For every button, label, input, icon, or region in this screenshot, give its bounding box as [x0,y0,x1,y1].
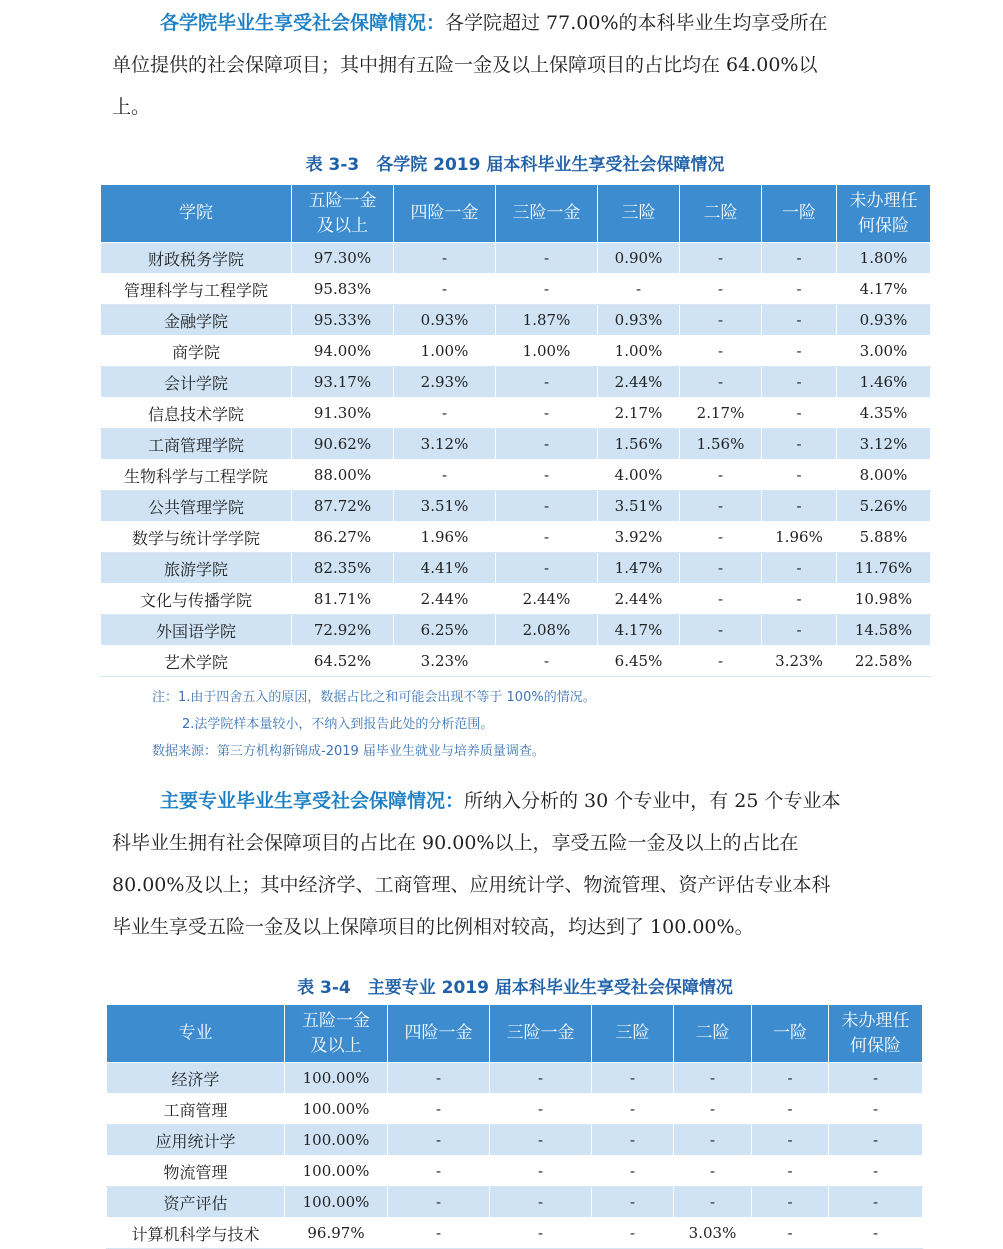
paragraph-line: 毕业生享受五险一金及以上保障项目的比例相对较高，均达到了 100.00%。 [112,916,754,938]
paragraph-line [112,2,932,44]
value-cell: - [490,1218,592,1249]
value-cell: - [490,1094,592,1125]
value-cell: - [762,367,837,398]
value-cell: - [592,1218,674,1249]
row-label-cell: 生物科学与工程学院 [101,460,292,491]
value-cell: 3.00% [837,336,931,367]
table-caption: 表 3-4 主要专业 2019 届本科毕业生享受社会保障情况 [297,978,733,998]
note-rounding: 注：1.由于四舍五入的原因，数据占比之和可能会出现不等于 100%的情况。 [152,690,596,705]
value-cell: 3.51% [394,491,496,522]
value-cell: - [752,1187,829,1218]
column-header: 三险 [598,185,680,243]
paragraph-line [112,780,932,822]
value-cell: 2.44% [496,584,598,615]
section-lead: 主要专业毕业生享受社会保障情况： [160,790,465,812]
table-row [107,1094,923,1125]
row-label-cell: 资产评估 [107,1187,285,1218]
value-cell: - [680,336,762,367]
value-cell: - [394,460,496,491]
note-data-source: 数据来源：第三方机构新锦成-2019 届毕业生就业与培养质量调查。 [152,744,545,759]
column-header: 专业 [107,1005,285,1063]
value-cell: 100.00% [285,1156,388,1187]
value-cell: 2.17% [598,398,680,429]
value-cell: 64.52% [292,646,394,677]
value-cell: - [496,398,598,429]
row-label-cell: 物流管理 [107,1156,285,1187]
value-cell: - [752,1218,829,1249]
column-header: 一险 [762,185,837,243]
value-cell: 87.72% [292,491,394,522]
table-row [101,615,931,646]
note-law-school: 2.法学院样本量较小，不纳入到报告此处的分析范围。 [182,717,494,732]
value-cell: - [752,1156,829,1187]
paragraph-college-summary [112,2,932,128]
value-cell: 4.35% [837,398,931,429]
value-cell: 2.44% [394,584,496,615]
table-row [101,429,931,460]
value-cell: 0.93% [837,305,931,336]
value-cell: 1.46% [837,367,931,398]
value-cell: 81.71% [292,584,394,615]
value-cell: - [829,1187,923,1218]
paragraph-text: 各学院超过 77.00%的本科毕业生均享受所在 [445,12,828,34]
value-cell: - [829,1156,923,1187]
value-cell: - [388,1094,490,1125]
value-cell: - [674,1094,752,1125]
value-cell: - [680,584,762,615]
value-cell: - [680,274,762,305]
value-cell: - [496,274,598,305]
column-header: 二险 [674,1005,752,1063]
value-cell: 6.25% [394,615,496,646]
table-row [101,398,931,429]
value-cell: - [680,522,762,553]
value-cell: 3.51% [598,491,680,522]
value-cell: 1.80% [837,243,931,274]
value-cell: 72.92% [292,615,394,646]
table-row [101,522,931,553]
value-cell: 88.00% [292,460,394,491]
value-cell: 2.93% [394,367,496,398]
table-row [101,491,931,522]
value-cell: 1.96% [394,522,496,553]
column-header: 四险一金 [394,185,496,243]
value-cell: - [592,1187,674,1218]
value-cell: 1.00% [598,336,680,367]
value-cell: - [752,1063,829,1094]
value-cell: 14.58% [837,615,931,646]
value-cell: - [752,1125,829,1156]
value-cell: - [496,429,598,460]
value-cell: 5.26% [837,491,931,522]
row-label-cell: 管理科学与工程学院 [101,274,292,305]
value-cell: 0.93% [394,305,496,336]
college-social-security-table [100,184,931,677]
row-label-cell: 工商管理 [107,1094,285,1125]
value-cell: - [388,1125,490,1156]
table-row [101,367,931,398]
value-cell: 86.27% [292,522,394,553]
value-cell: 4.17% [598,615,680,646]
value-cell: - [762,460,837,491]
table-row [101,336,931,367]
row-label-cell: 金融学院 [101,305,292,336]
paragraph-line: 单位提供的社会保障项目；其中拥有五险一金及以上保障项目的占比均在 64.00%以 [112,54,818,76]
row-label-cell: 应用统计学 [107,1125,285,1156]
value-cell: - [680,615,762,646]
value-cell: - [592,1063,674,1094]
table-row [101,460,931,491]
value-cell: 93.17% [292,367,394,398]
value-cell: 4.00% [598,460,680,491]
paragraph-major-summary [112,780,932,948]
row-label-cell: 工商管理学院 [101,429,292,460]
value-cell: - [394,398,496,429]
value-cell: - [388,1218,490,1249]
table-notes [152,684,932,765]
value-cell: 8.00% [837,460,931,491]
paragraph-text: 所纳入分析的 30 个专业中，有 25 个专业本 [464,790,841,812]
value-cell: 100.00% [285,1094,388,1125]
row-label-cell: 数学与统计学学院 [101,522,292,553]
value-cell: - [592,1125,674,1156]
value-cell: - [680,367,762,398]
value-cell: 3.92% [598,522,680,553]
value-cell: - [496,646,598,677]
value-cell: - [829,1125,923,1156]
row-label-cell: 会计学院 [101,367,292,398]
column-header: 三险一金 [490,1005,592,1063]
table-header-row [107,1005,923,1063]
row-label-cell: 计算机科学与技术 [107,1218,285,1249]
value-cell: 1.00% [394,336,496,367]
value-cell: 6.45% [598,646,680,677]
table-row [107,1218,923,1249]
value-cell: - [490,1156,592,1187]
value-cell: 4.41% [394,553,496,584]
value-cell: 0.93% [598,305,680,336]
value-cell: - [592,1156,674,1187]
value-cell: 5.88% [837,522,931,553]
value-cell: 1.47% [598,553,680,584]
value-cell: 0.90% [598,243,680,274]
value-cell: 94.00% [292,336,394,367]
value-cell: 96.97% [285,1218,388,1249]
table-row [107,1063,923,1094]
column-header: 三险 [592,1005,674,1063]
value-cell: - [762,243,837,274]
value-cell: 10.98% [837,584,931,615]
value-cell: 97.30% [292,243,394,274]
value-cell: - [496,243,598,274]
value-cell: 3.23% [762,646,837,677]
value-cell: - [388,1156,490,1187]
column-header: 学院 [101,185,292,243]
value-cell: - [598,274,680,305]
value-cell: - [388,1063,490,1094]
value-cell: - [674,1187,752,1218]
column-header: 未办理任何保险 [837,185,931,243]
value-cell: - [762,429,837,460]
value-cell: 100.00% [285,1187,388,1218]
row-label-cell: 文化与传播学院 [101,584,292,615]
row-label-cell: 外国语学院 [101,615,292,646]
major-social-security-table [106,1004,923,1249]
value-cell: 3.12% [837,429,931,460]
column-header: 四险一金 [388,1005,490,1063]
value-cell: - [762,305,837,336]
table-caption: 表 3-3 各学院 2019 届本科毕业生享受社会保障情况 [305,155,725,175]
column-header: 未办理任何保险 [829,1005,923,1063]
value-cell: - [829,1094,923,1125]
value-cell: - [490,1063,592,1094]
value-cell: - [680,243,762,274]
value-cell: 91.30% [292,398,394,429]
value-cell: - [762,274,837,305]
value-cell: - [680,305,762,336]
table-header-row [101,185,931,243]
value-cell: 3.03% [674,1218,752,1249]
row-label-cell: 财政税务学院 [101,243,292,274]
value-cell: 1.56% [598,429,680,460]
value-cell: - [388,1187,490,1218]
value-cell: 2.44% [598,584,680,615]
value-cell: - [829,1218,923,1249]
paragraph-line: 上。 [112,96,151,118]
row-label-cell: 商学院 [101,336,292,367]
value-cell: 1.87% [496,305,598,336]
value-cell: - [496,491,598,522]
column-header: 五险一金及以上 [285,1005,388,1063]
row-label-cell: 经济学 [107,1063,285,1094]
value-cell: - [762,491,837,522]
value-cell: - [490,1187,592,1218]
row-label-cell: 艺术学院 [101,646,292,677]
value-cell: - [674,1125,752,1156]
value-cell: - [496,367,598,398]
value-cell: - [496,522,598,553]
value-cell: - [496,460,598,491]
column-header: 三险一金 [496,185,598,243]
value-cell: - [752,1094,829,1125]
table-row [101,584,931,615]
value-cell: 4.17% [837,274,931,305]
table-row [107,1125,923,1156]
value-cell: 90.62% [292,429,394,460]
value-cell: - [680,646,762,677]
table-row [101,305,931,336]
value-cell: 1.00% [496,336,598,367]
value-cell: - [394,274,496,305]
value-cell: 3.23% [394,646,496,677]
value-cell: - [490,1125,592,1156]
table-row [101,646,931,677]
table-row [107,1156,923,1187]
value-cell: 1.96% [762,522,837,553]
value-cell: 2.44% [598,367,680,398]
value-cell: 11.76% [837,553,931,584]
value-cell: - [762,336,837,367]
value-cell: 2.08% [496,615,598,646]
value-cell: 1.56% [680,429,762,460]
value-cell: 95.33% [292,305,394,336]
table-row [101,274,931,305]
value-cell: 3.12% [394,429,496,460]
value-cell: 82.35% [292,553,394,584]
row-label-cell: 公共管理学院 [101,491,292,522]
value-cell: - [674,1063,752,1094]
value-cell: 95.83% [292,274,394,305]
value-cell: - [762,584,837,615]
value-cell: - [762,553,837,584]
value-cell: - [680,553,762,584]
value-cell: - [674,1156,752,1187]
table-row [101,243,931,274]
value-cell: - [592,1094,674,1125]
column-header: 一险 [752,1005,829,1063]
value-cell: - [762,398,837,429]
value-cell: - [496,553,598,584]
row-label-cell: 信息技术学院 [101,398,292,429]
paragraph-line: 科毕业生拥有社会保障项目的占比在 90.00%以上，享受五险一金及以上的占比在 [112,832,799,854]
value-cell: 100.00% [285,1125,388,1156]
value-cell: 22.58% [837,646,931,677]
row-label-cell: 旅游学院 [101,553,292,584]
value-cell: - [680,460,762,491]
value-cell: - [394,243,496,274]
value-cell: - [762,615,837,646]
paragraph-line: 80.00%及以上；其中经济学、工商管理、应用统计学、物流管理、资产评估专业本科 [112,874,831,896]
value-cell: 100.00% [285,1063,388,1094]
column-header: 二险 [680,185,762,243]
table-row [107,1187,923,1218]
value-cell: - [829,1063,923,1094]
section-lead: 各学院毕业生享受社会保障情况： [160,12,446,34]
value-cell: 2.17% [680,398,762,429]
column-header: 五险一金及以上 [292,185,394,243]
table-row [101,553,931,584]
value-cell: - [680,491,762,522]
